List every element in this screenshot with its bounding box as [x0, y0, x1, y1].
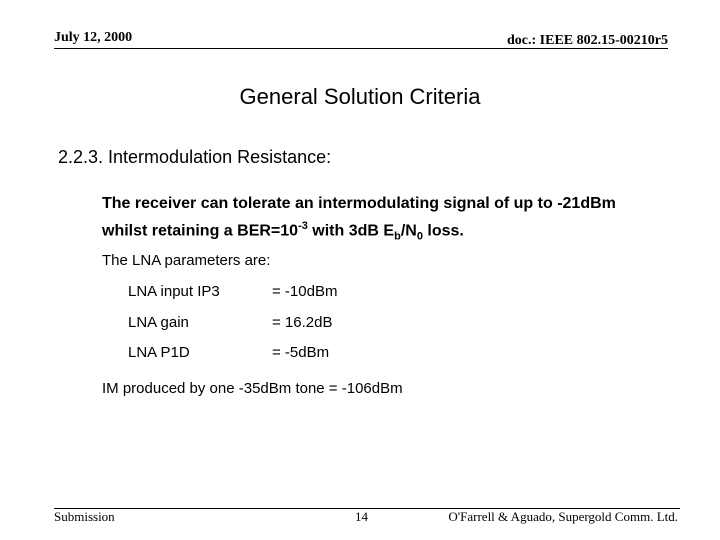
- slide-title: General Solution Criteria: [239, 84, 481, 109]
- paragraph-line-2: whilst retaining a BER=10: [102, 222, 299, 240]
- param-value-ip3: = -10dBm: [272, 283, 338, 300]
- header-divider: [54, 48, 668, 49]
- n0-subscript: 0: [416, 230, 423, 243]
- requirement-paragraph: [102, 193, 616, 248]
- paragraph-n-text: /N: [400, 222, 417, 240]
- param-label-gain: LNA gain: [128, 314, 189, 331]
- param-label-ip3: LNA input IP3: [128, 283, 220, 300]
- param-value-p1d: = -5dBm: [272, 344, 330, 361]
- eb-subscript: b: [394, 230, 401, 243]
- header-date: July 12, 2000: [54, 30, 133, 45]
- page-number: 14: [355, 509, 368, 524]
- lna-intro: The LNA parameters are:: [102, 252, 271, 269]
- paragraph-line-1: The receiver can tolerate an intermodulating signal of up to -21dBm: [102, 195, 616, 212]
- param-value-gain: = 16.2dB: [272, 314, 333, 331]
- footer-authors: O'Farrell & Aguado, Supergold Comm. Ltd.: [448, 509, 678, 524]
- paragraph-eb-text: with 3dB E: [307, 222, 395, 240]
- paragraph-end-text: loss.: [422, 222, 464, 240]
- section-heading: 2.2.3. Intermodulation Resistance:: [58, 147, 332, 167]
- footer-submission: Submission: [54, 509, 115, 524]
- im-result-line: IM produced by one -35dBm tone = -106dBm: [102, 380, 403, 397]
- ber-exponent: -3: [298, 220, 308, 232]
- param-label-p1d: LNA P1D: [128, 344, 190, 361]
- header-doc-id: doc.: IEEE 802.15-00210r5: [507, 33, 668, 48]
